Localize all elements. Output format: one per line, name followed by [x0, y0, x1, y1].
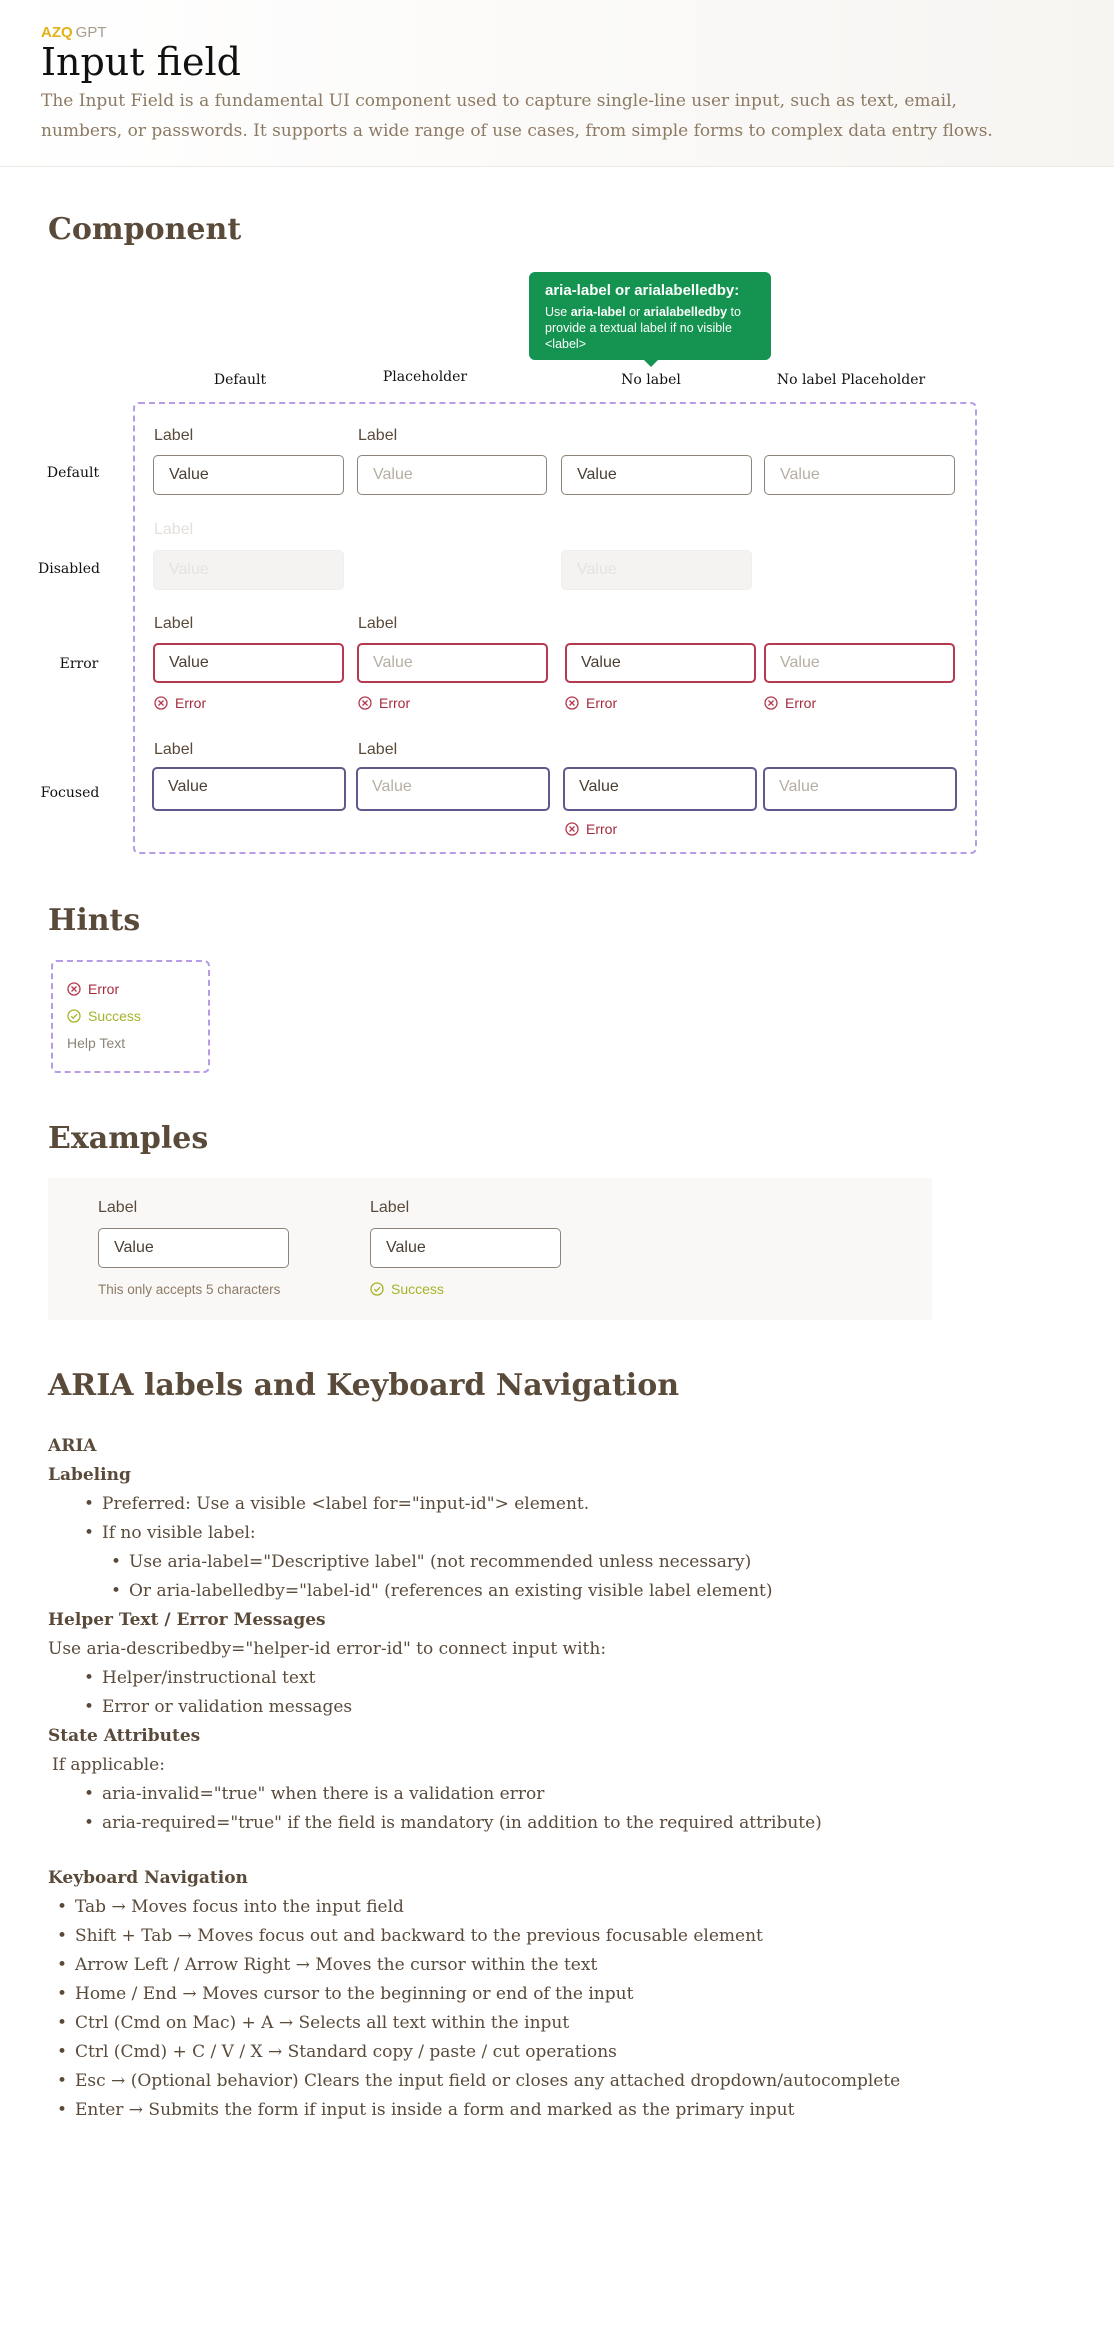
list-item: • Error or validation messages [102, 1693, 1048, 1722]
brand-logo [41, 24, 107, 41]
input-label: Label [154, 427, 194, 444]
input-disabled: Value [153, 550, 344, 590]
input-label: Label [154, 615, 194, 632]
error-hint: Error [358, 695, 410, 711]
example-helper-text: This only accepts 5 characters [98, 1282, 281, 1297]
example-input-helper[interactable]: Value [98, 1228, 289, 1268]
error-icon [67, 982, 81, 996]
list-item: • Use aria-label="Descriptive label" (not recommended unless necessary) [129, 1548, 1048, 1577]
list-item: • Arrow Left / Arrow Right → Moves the cursor within the text [75, 1951, 1048, 1980]
input-no-label-placeholder[interactable]: Value [764, 455, 955, 495]
column-header-placeholder: Placeholder [382, 369, 468, 385]
row-header-focused: Focused [40, 785, 100, 801]
tooltip-title: aria-label or arialabelledby: [545, 282, 740, 299]
check-circle-icon [67, 1009, 81, 1023]
check-circle-icon [370, 1282, 384, 1296]
list-item: • Helper/instructional text [102, 1664, 1048, 1693]
input-no-label[interactable]: Value [561, 455, 752, 495]
state-text: If applicable: [52, 1755, 165, 1775]
input-placeholder-focused[interactable]: Value [356, 767, 550, 811]
row-header-default: Default [46, 465, 100, 481]
page-title: Input field [41, 40, 241, 84]
error-hint: Error [154, 695, 206, 711]
row-header-error: Error [59, 656, 99, 672]
page-description: The Input Field is a fundamental UI component used to capture single-line user input, such as text, email, numbers, or passwords. It supports a wide range of use cases, from simple forms to complex data entry flows. [41, 91, 993, 141]
brand-primary: AZQ [41, 24, 73, 41]
examples-heading: Examples [48, 1121, 209, 1156]
example-input-success[interactable]: Value [370, 1228, 561, 1268]
input-label: Label [358, 427, 398, 444]
input-label: Label [358, 741, 398, 758]
component-heading: Component [48, 212, 242, 247]
input-label: Label [358, 615, 398, 632]
list-item: • Or aria-labelledby="label-id" (references an existing visible label element) [129, 1577, 1048, 1606]
list-item: • aria-invalid="true" when there is a validation error [102, 1780, 1048, 1809]
list-item: • Preferred: Use a visible <label for="input-id"> element. [102, 1490, 1048, 1519]
aria-content [48, 1432, 1048, 1838]
input-no-label-focused[interactable]: Value [563, 767, 757, 811]
error-hint: Error [67, 981, 119, 997]
column-header-default: Default [213, 372, 267, 388]
keyboard-title: Keyboard Navigation [48, 1868, 248, 1888]
aria-heading: ARIA labels and Keyboard Navigation [48, 1368, 680, 1403]
aria-tooltip [529, 272, 771, 360]
help-text-hint: Help Text [67, 1035, 126, 1051]
example-label: Label [370, 1199, 410, 1216]
success-hint: Success [370, 1281, 444, 1297]
list-item: • Enter → Submits the form if input is inside a form and marked as the primary input [75, 2096, 1048, 2125]
tooltip-arrow [643, 359, 659, 367]
error-icon [764, 696, 778, 710]
list-item: • aria-required="true" if the field is mandatory (in addition to the required attribute) [102, 1809, 1048, 1838]
column-header-no-label: No label [621, 372, 681, 388]
error-icon [154, 696, 168, 710]
list-item: • If no visible label: [102, 1519, 1048, 1548]
column-header-no-label-placeholder: No label Placeholder [776, 372, 926, 388]
input-no-label-error[interactable]: Value [565, 643, 756, 683]
example-label: Label [98, 1199, 138, 1216]
error-hint: Error [764, 695, 816, 711]
helper-text: Use aria-describedby="helper-id error-id" to connect input with: [48, 1639, 607, 1659]
input-default[interactable]: Value [153, 455, 344, 495]
input-label-disabled: Label [154, 521, 194, 538]
list-item: • Esc → (Optional behavior) Clears the input field or closes any attached dropdown/autocomplete [75, 2067, 1048, 2096]
success-hint: Success [67, 1008, 141, 1024]
input-focused[interactable]: Value [152, 767, 346, 811]
error-icon [358, 696, 372, 710]
list-item: • Ctrl (Cmd on Mac) + A → Selects all text within the input [75, 2009, 1048, 2038]
state-title: State Attributes [48, 1726, 201, 1746]
input-placeholder-error[interactable]: Value [357, 643, 548, 683]
input-no-label-disabled: Value [561, 550, 752, 590]
error-icon [565, 696, 579, 710]
input-no-label-placeholder-error[interactable]: Value [764, 643, 955, 683]
helper-title: Helper Text / Error Messages [48, 1610, 326, 1630]
input-placeholder[interactable]: Value [357, 455, 547, 495]
brand-secondary: GPT [75, 24, 107, 41]
list-item: • Ctrl (Cmd) + C / V / X → Standard copy / paste / cut operations [75, 2038, 1048, 2067]
tooltip-body: Use aria-label or arialabelledby to provide a textual label if no visible <label> [545, 305, 741, 351]
aria-subheading: ARIA [48, 1436, 97, 1456]
input-no-label-placeholder-focused[interactable]: Value [763, 767, 957, 811]
list-item: • Home / End → Moves cursor to the beginning or end of the input [75, 1980, 1048, 2009]
labeling-title: Labeling [48, 1465, 131, 1485]
error-icon [565, 822, 579, 836]
page-header [0, 0, 1114, 167]
list-item: • Shift + Tab → Moves focus out and backward to the previous focusable element [75, 1922, 1048, 1951]
row-header-disabled: Disabled [38, 561, 100, 577]
input-error[interactable]: Value [153, 643, 344, 683]
error-hint: Error [565, 695, 617, 711]
input-label: Label [154, 741, 194, 758]
keyboard-section [48, 1864, 1048, 2125]
error-hint: Error [565, 821, 617, 837]
list-item: • Tab → Moves focus into the input field [75, 1893, 1048, 1922]
hints-heading: Hints [48, 903, 141, 938]
